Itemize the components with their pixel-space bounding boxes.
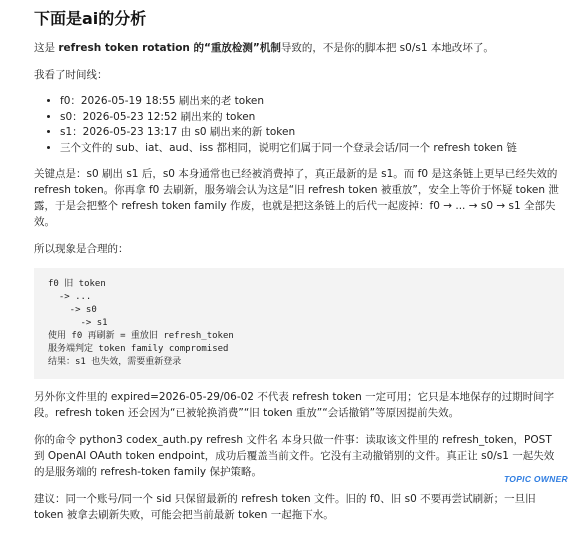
command-paragraph: 你的命令 python3 codex_auth.py refresh 文件名 本身只做一件事：读取该文件里的 refresh_token，POST 到 OpenAI OAuth token endpoint，成功后覆盖当前文件。它没有主动撤销别的文件。真正让 s0/s1 一起失效的是服务端的 refresh-token family 保护策略。 (34, 434, 555, 478)
post-heading: 下面是ai的分析 (34, 9, 147, 28)
topic-owner-badge: TOPIC OWNER (503, 474, 568, 484)
code-block: f0 旧 token -> ... -> s0 -> s1 使用 f0 再刷新 = 重放旧 refresh_token 服务端判定 token family compromised 结果：s1 也失效，需要重新登录 (34, 268, 564, 379)
list-item: • s0：2026-05-23 12:52 刷出来的 token (60, 110, 564, 126)
intro-paragraph (34, 40, 564, 56)
advice-paragraph: 建议：同一个账号/同一个 sid 只保留最新的 refresh token 文件。旧的 f0、旧 s0 不要再尝试刷新；一旦旧 token 被拿去刷新失败，可能会把当前最新 token 一起拖下水。 (34, 493, 536, 521)
expiry-paragraph: 另外你文件里的 expired=2026-05-29/06-02 不代表 refresh token 一定可用；它只是本地保存的过期时间字段。refresh token 还会因为“已被轮换消费”“旧 token 重放”“会话撤销”等原因提前失效。 (34, 391, 555, 419)
intro-suffix: 导致的，不是你的脚本把 s0/s1 本地改坏了。 (280, 42, 494, 54)
timeline-intro: 我看了时间线： (34, 69, 108, 81)
key-point-paragraph: 关键点是：s0 刷出 s1 后，s0 本身通常也已经被消费掉了，真正最新的是 s1。而 f0 是这条链上更早已经失效的 refresh token。你再拿 f0 去刷新，服务端会认为这是“旧 refresh token 被重放”，安全上等价于怀疑 token 泄露，于是会把整个 refresh token family 作废，也就是把这条链上的后代一起废掉：f0 → ... → s0 → s1 全部失效。 (34, 168, 559, 228)
list-item: • f0：2026-05-19 18:55 刷出来的老 token (60, 94, 564, 110)
post-content (34, 8, 564, 534)
list-item: • 三个文件的 sub、iat、aud、iss 都相同，说明它们属于同一个登录会话/同一个 refresh token 链 (60, 141, 564, 157)
list-item: • s1：2026-05-23 13:17 由 s0 刷出来的新 token (60, 125, 564, 141)
intro-prefix: 这是 (34, 42, 59, 54)
intro-bold: refresh token rotation 的“重放检测”机制 (58, 42, 281, 54)
timeline-list (34, 94, 564, 156)
conclusion-intro: 所以现象是合理的： (34, 243, 129, 255)
